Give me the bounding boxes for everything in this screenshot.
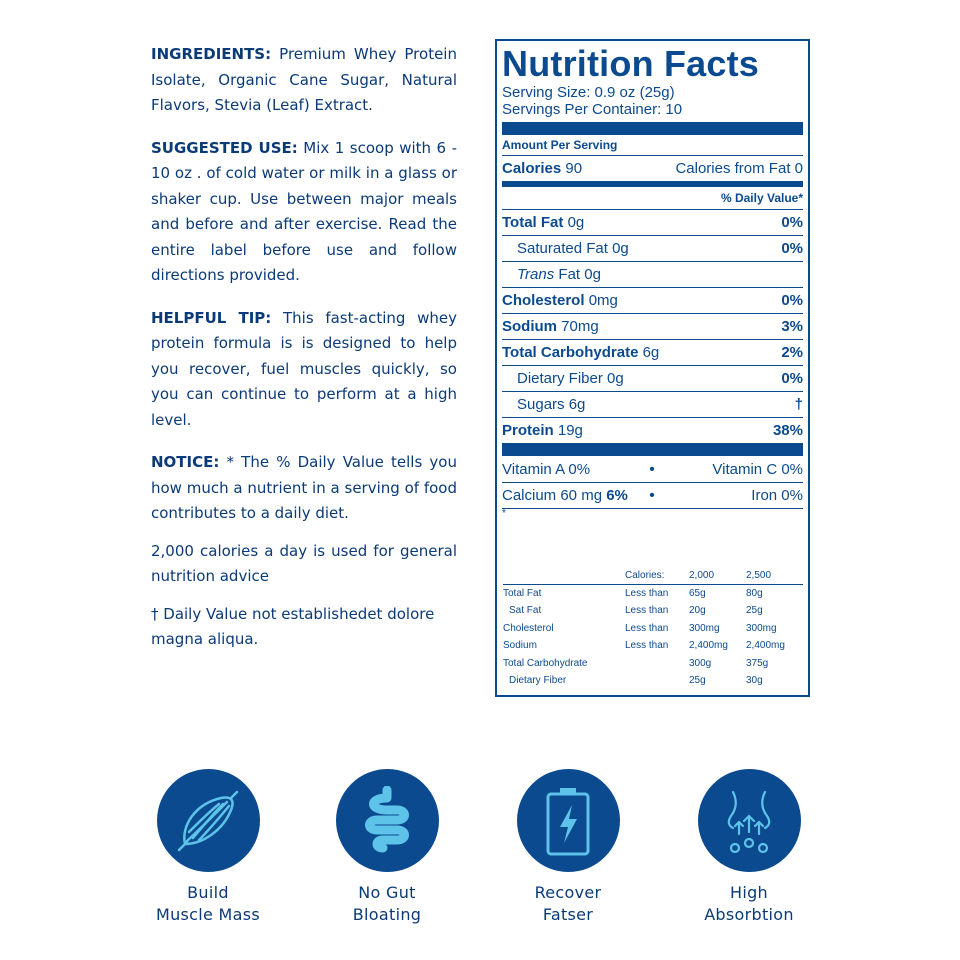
footnote-star: * [502,508,506,519]
nutrient-row-protein [502,417,803,443]
nutrient-row-sodium [502,313,803,339]
calories-label: Calories [502,160,562,177]
calories-note: 2,000 calories a day is used for general nutrition advice [151,541,457,585]
notice-label: NOTICE: [151,453,220,471]
table-cell: Cholesterol [503,622,554,634]
table-row [503,637,803,655]
servings-per-container: Servings Per Container: 10 [502,101,683,118]
nutrient-label: Total Fat [502,214,564,231]
nutrient-amount: 19g [557,422,583,439]
badge-label [639,882,859,926]
table-cell: 30g [746,675,763,687]
nutrient-row-saturated-fat [502,235,803,261]
nutrient-row-trans-fat [502,261,803,287]
nutrient-dv: 3% [781,318,803,335]
badge-high-absorption [639,769,859,926]
table-cell: 20g [689,605,706,617]
badge-line1: High [730,883,768,902]
nutrient-label: Trans [517,266,555,283]
table-cell: Less than [625,622,669,634]
product-info-column [151,42,457,665]
suggested-use-paragraph [151,136,457,289]
suggested-use-label: SUGGESTED USE: [151,138,298,157]
thick-divider [502,443,803,456]
table-cell: Sat Fat [509,605,542,617]
nutrient-dv: 0% [781,292,803,309]
table-cell: Less than [625,605,669,617]
table-cell: 25g [689,675,706,687]
muscle-icon [173,786,243,856]
notice-text: * The % Daily Value tells you how much a nutrient in a serving of food contributes to a daily diet. [151,453,457,522]
vitamin-row-1 [502,456,803,482]
nutrient-label-suffix: Fat [558,266,581,283]
badge-circle [157,769,260,872]
table-cell: Less than [625,587,669,599]
amount-per-serving: Amount Per Serving [502,138,618,152]
calcium-dv: 6% [606,487,628,504]
nutrition-facts-panel [495,39,810,697]
nutrient-label: Dietary Fiber [517,370,603,387]
table-cell: Dietary Fiber [509,675,567,687]
notice-paragraph [151,450,457,527]
badge-circle [336,769,439,872]
table-row [503,585,803,603]
table-cell: 80g [746,587,763,599]
table-cell: 300g [689,657,712,669]
table-cell: 25g [746,605,763,617]
table-cell: 375g [746,657,769,669]
nutrient-label: Total Carbohydrate [502,344,639,361]
nutrient-row-sugars [502,391,803,417]
bullet-separator: • [649,487,655,504]
nutrition-title: Nutrition Facts [502,43,760,84]
table-cell: Less than [625,640,669,652]
nutrient-amount: 0g [607,370,624,387]
vitamin-row-2 [502,482,803,508]
nutrient-amount: 0g [584,266,601,283]
nutrient-amount: 6g [642,344,660,361]
nutrient-amount: 6g [568,396,586,413]
helpful-tip-paragraph [151,306,457,434]
nutrient-dv: 0% [781,240,803,257]
battery-icon [543,785,593,857]
badge-line1: Build [187,883,229,902]
nutrient-dv: 0% [781,214,803,231]
vitamin-a: Vitamin A 0% [502,460,591,478]
calories-row [502,155,803,181]
table-header [503,567,803,585]
nutrient-row-total-fat [502,209,803,235]
daily-values-table [503,567,803,690]
calories-from-fat: Calories from Fat 0 [675,160,803,177]
nutrient-amount: 70mg [561,318,599,335]
nutrient-label: Cholesterol [502,292,585,309]
helpful-tip-label: HELPFUL TIP: [151,308,272,327]
thick-divider [502,122,803,135]
badge-line2: Bloating [352,905,422,924]
intestine-icon [357,786,417,856]
nutrient-row-cholesterol [502,287,803,313]
helpful-tip-text: This fast-acting whey protein formula is is designed to help you recover, fuel muscles quickly, so you can continue to perform at a high level. [151,308,457,429]
table-cell: 2,400mg [689,640,728,652]
table-cell: Total Carbohydrate [503,657,588,669]
daily-value-header: % Daily Value* [720,191,803,205]
nutrient-amount: 0g [567,214,585,231]
nutrient-amount: 0g [612,240,629,257]
badge-circle [698,769,801,872]
absorption-icon [719,786,779,856]
table-cell: 65g [689,587,706,599]
badge-line1: No Gut [358,883,416,902]
table-row [503,655,803,673]
nutrient-label: Protein [502,422,554,439]
table-row [503,672,803,690]
nutrient-row-total-carbohydrate [502,339,803,365]
ingredients-label: INGREDIENTS: [151,45,272,63]
table-cell: 300mg [746,622,777,634]
dagger-note: † Daily Value not establishedet dolore magna aliqua. [151,604,435,648]
serving-size: Serving Size: 0.9 oz (25g) [502,84,675,101]
badge-line2: Absorbtion [704,905,794,924]
nutrient-amount: 0mg [588,292,618,309]
nutrient-label: Saturated Fat [517,240,608,257]
bullet-separator: • [649,460,655,478]
table-cell: 2,000 [689,569,715,581]
calcium: Calcium 60 mg [502,487,603,504]
nutrient-dv: 2% [781,344,803,361]
table-cell: Total Fat [503,587,542,599]
badge-circle [517,769,620,872]
iron: Iron 0% [751,487,803,504]
table-cell: 2,500 [746,569,772,581]
nutrient-dv: † [794,396,803,413]
badge-line1: Recover [534,883,602,902]
nutrient-label: Sugars [517,396,565,413]
ingredients-text: Premium Whey Protein Isolate, Organic Cane Sugar, Natural Flavors, Stevia (Leaf) Extract. [151,45,457,114]
ingredients-paragraph [151,42,457,119]
table-row [503,602,803,620]
table-cell: Calories: [625,569,665,581]
table-cell: Sodium [503,640,537,652]
calories-value: 90 [565,160,583,177]
badge-line2: Fatser [542,905,594,924]
table-cell: 300mg [689,622,720,634]
nutrient-row-dietary-fiber [502,365,803,391]
suggested-use-text: Mix 1 scoop with 6 - 10 oz . of cold water or milk in a glass or shaker cup. Use between major meals and before and after exercise. Read the entire label before use and follow directions provided. [151,138,457,284]
nutrient-dv: 0% [781,370,803,387]
table-cell: 2,400mg [746,640,785,652]
table-row [503,620,803,638]
vitamin-c: Vitamin C 0% [712,460,803,478]
nutrient-dv: 38% [772,422,803,439]
badge-line2: Muscle Mass [155,905,261,924]
nutrient-label: Sodium [502,318,557,335]
